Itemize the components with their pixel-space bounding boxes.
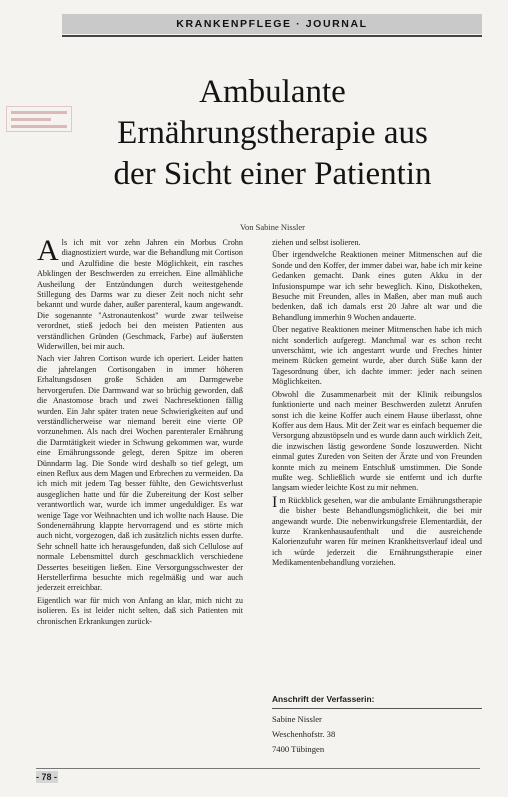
paragraph: ziehen und selbst isolieren. — [272, 238, 361, 247]
paragraph: Über irgendwelche Reaktionen meiner Mitmenschen auf die Sonde und den Koffer, der immer dabei war, habe ich mir keine Gedanken gemacht. Dank eines guten Akku in der Infusionspumpe war ich sehr beweglich. Kino, Diskotheken, Besuche mit Freunden, alles in Maßen, aber man muß auch bedenken, daß ich damals erst 20 Jahre alt war und die Behandlung immerhin 9 Wochen andauerte. — [272, 250, 482, 322]
page-number: - 78 - — [36, 772, 58, 782]
paragraph: Obwohl die Zusammenarbeit mit der Klinik reibungslos funktionierte und nach meiner Beschwerden zuletzt Anrufen sonst ich die keine Koffer auch einem Hause überlasst, ohne Koffer aus dem Haus. Mit der Zeit war es einfach bequemer die Versorgung abzustöpseln und es wurde dann auch wirklich Zeit, die inzwischen lästig gewordene Sonde loszuwerden. Nicht einmal gutes Zureden von Seiten der Ärzte und von Freunden konnte mich zu meinem Entschluß umstimmen. Die Sonde mußte weg. Schließlich wurde sie entfernt und ich durfte langsam wieder leichte Kost zu mir nehmen. — [272, 389, 482, 493]
article-title — [60, 72, 485, 195]
right-column — [272, 238, 482, 571]
author-heading: Anschrift der Verfasserin: — [272, 692, 482, 709]
drop-cap: A — [37, 234, 59, 267]
title-line-2: Ernährungstherapie aus — [117, 115, 428, 151]
left-column — [37, 234, 243, 629]
footer-rule — [36, 768, 480, 769]
paragraph: Über negative Reaktionen meiner Mitmenschen habe ich mich nicht sonderlich aufgeregt. Manchmal war es schon recht unverschämt, wie ich angestarrt wurde und Freches hinter meinem Rücken gemeint wurde, aber durch Süße kann der Tagesordnung über, ich dachte immer: jeder nach seinen Möglichkeiten. — [272, 325, 482, 387]
title-line-3: der Sicht einer Patientin — [113, 156, 432, 192]
author-address — [272, 692, 482, 757]
drop-cap: I — [272, 493, 278, 511]
header-rule — [62, 35, 482, 37]
paragraph: Eigentlich war für mich von Anfang an klar, mich nicht zu isolieren. Es ist leider nicht selten, daß sich Patienten mit chronischen Erkrankungen zurück- — [37, 595, 243, 626]
journal-header: KRANKENPFLEGE · JOURNAL — [62, 14, 482, 34]
author-city: 7400 Tübingen — [272, 744, 325, 754]
paragraph: Im Rückblick gesehen, war die ambulante Ernährungstherapie die bisher beste Behandlungsmöglichkeit, die bei mir angewandt wurde. Die nebenwirkungsfreie Elementardiät, der kurze Krankenhausaufenthalt und die ausreichende Kalorienzufuhr waren für meinen Krankheitsverlauf ideal und ich würde jederzeit die Ernährungstherapie einer Medikamentenbehandlung vorziehen. — [272, 493, 482, 568]
paragraph: Nach vier Jahren Cortison wurde ich operiert. Leider hatten die jahrelangen Cortisongaben in immer höheren Erhaltungsdosen große Schäden am Darmgewebe hervorgerufen. Die Darmwand war so brüchig geworden, daß die Anastomose brach und zwei Nachresektionen fällig wurden. Ein Jahr später traten neue Schwierigkeiten auf und verständlicherweise war niemand bereit eine vierte OP vorzunehmen. Als nach drei Wochen parenteraler Ernährung die Darmtätigkeit wieder in Schwung gekommen war, wurde eine Ernährungssonde gelegt, deren Spitze im oberen Dünndarm lag. Die Sonde wird deshalb so tief gelegt, um einen Reflux aus dem Magen und Erbrechen zu vermeiden. Da ich mich mit jedem Tag besser fühlte, den Gewichtsverlust ausgeglichen hatte und für die Zubereitung der Kost selber verantwortlich war, wurde ich immer ungeduldiger. Es war wenige Tage vor Weihnachten und ich wollte nach Hause. Die Sondenernährung klappte hervorragend und es störte mich auch nicht, vorgezogen, daß ich zusätzlich nichts essen durfte. Sehr schnell hatte ich herausgefunden, daß sich Cellulose auf normale Lebensmittel durch geschmacklich verschiedene Dessertes beseitigen ließen. Eine Versorgungsschwester der Herstellerfirma besuchte mich regelmäßig und war auch jederzeit erreichbar. — [37, 354, 243, 593]
title-line-1: Ambulante — [199, 74, 346, 110]
author-name: Sabine Nissler — [272, 714, 322, 724]
author-street: Weschenhofstr. 38 — [272, 729, 336, 739]
paragraph: Als ich mit vor zehn Jahren ein Morbus Crohn diagnostiziert wurde, war die Behandlung mit Cortison und Azulfidine die beste Möglichkeit, ein rasches Abklingen der Beschwerden zu erreichen. Eine allmähliche Ausheilung der Entzündungen durch weitestgehende Stillegung des Darms war zu dieser Zeit noch nicht sehr bekannt und wurde daher, außer parenteral, kaum angewandt. Die sogenannte "Astronautenkost" wurde zwar teilweise verordnet, stieß jedoch bei den meisten Patienten aus verständlichen Gründen (Geschmack, Farbe) auf äußersten Widerwillen, bei mir auch. — [37, 234, 243, 352]
byline: Von Sabine Nissler — [239, 222, 305, 232]
